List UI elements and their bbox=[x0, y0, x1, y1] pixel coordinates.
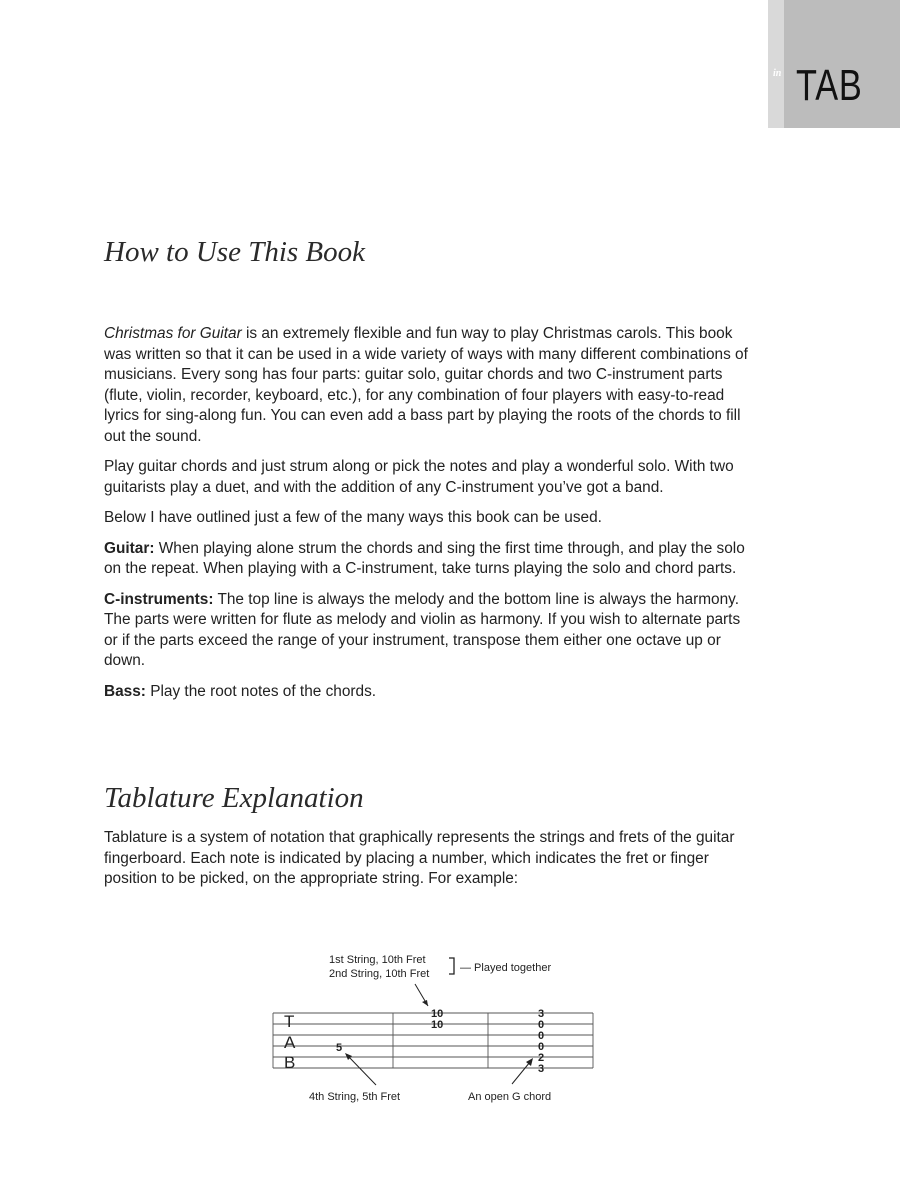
tab-note-2nd-string: 10 bbox=[431, 1019, 444, 1031]
c-instruments-label: C-instruments: bbox=[104, 590, 214, 608]
c-instruments-text: The top line is always the melody and the bottom line is always the harmony. The parts were written for flute as melody and violin as harmony. If you wish to alternate parts or if the parts exceed the range of your instrument, transpose them either one octave up or down. bbox=[104, 590, 741, 669]
callout-played-together: — Played together bbox=[460, 962, 552, 974]
tab-clef-t: T bbox=[284, 1012, 295, 1031]
tab-note-1st-string: 10 bbox=[431, 1008, 444, 1020]
chord-note-4: 0 bbox=[538, 1041, 545, 1053]
c-instruments-paragraph bbox=[104, 590, 756, 672]
arrow-line-2 bbox=[348, 1056, 376, 1085]
guitar-text: When playing alone strum the chords and sing the first time through, and play the solo on the repeat. When playing with a C-instrument, take turns playing the solo and chord parts. bbox=[104, 539, 745, 577]
tab-clef-b: B bbox=[284, 1053, 296, 1072]
book-title-italic: Christmas for Guitar bbox=[104, 325, 242, 342]
arrow-head-2 bbox=[345, 1053, 352, 1060]
bass-paragraph bbox=[104, 682, 756, 703]
tab-note-4th-string: 5 bbox=[336, 1042, 343, 1054]
tab-clef-a: A bbox=[284, 1033, 296, 1052]
intro-paragraph bbox=[104, 324, 756, 447]
header-tab-strip bbox=[768, 0, 784, 128]
chord-note-5: 2 bbox=[538, 1052, 545, 1064]
tablature-body bbox=[104, 828, 756, 900]
tab-staff bbox=[273, 1013, 593, 1068]
guitar-label: Guitar: bbox=[104, 539, 155, 557]
arrow-line-1 bbox=[415, 984, 428, 1006]
chords-paragraph: Play guitar chords and just strum along or pick the notes and play a wonderful solo. With two guitarists play a duet, and with the addition of any C-instrument you’ve got a band. bbox=[104, 458, 734, 496]
arrow-head-3 bbox=[526, 1058, 533, 1066]
header-tab-prefix: in bbox=[773, 68, 782, 79]
label-4th-string: 4th String, 5th Fret bbox=[309, 1091, 401, 1103]
tablature-paragraph: Tablature is a system of notation that graphically represents the strings and frets of the guitar fingerboard. Each note is indicated by placing a number, which indicates the fret or finger position to be picked, on the appropriate string. For example: bbox=[104, 829, 735, 887]
callout-bracket bbox=[449, 958, 454, 974]
chord-note-6: 3 bbox=[538, 1063, 545, 1075]
arrow-line-3 bbox=[512, 1062, 530, 1084]
outline-paragraph: Below I have outlined just a few of the many ways this book can be used. bbox=[104, 509, 602, 526]
guitar-paragraph bbox=[104, 539, 756, 580]
header-tab-label: TAB bbox=[796, 61, 863, 110]
chord-note-2: 0 bbox=[538, 1019, 545, 1031]
how-to-body bbox=[104, 324, 756, 712]
label-open-g-chord: An open G chord bbox=[468, 1091, 552, 1103]
chord-note-1: 3 bbox=[538, 1008, 545, 1020]
chord-note-3: 0 bbox=[538, 1030, 545, 1042]
tablature-title: Tablature Explanation bbox=[104, 782, 364, 814]
callout-line-2: 2nd String, 10th Fret bbox=[329, 968, 430, 980]
bass-text: Play the root notes of the chords. bbox=[145, 682, 377, 700]
bass-label: Bass: bbox=[104, 682, 146, 700]
arrow-head-1 bbox=[422, 1000, 428, 1006]
how-to-title: How to Use This Book bbox=[104, 236, 365, 268]
intro-text: is an extremely flexible and fun way to play Christmas carols. This book was written so that it can be used in a wide variety of ways with many different combinations of musicians. Every song has four parts: guitar solo, guitar chords and two C-instrument parts (flute, violin, recorder, keyboard, etc.), for any combination of four players with easy-to-read lyrics for sing-along fun. You can even add a bass part by playing the roots of the chords to fill out the sound. bbox=[104, 325, 748, 445]
callout-line-1: 1st String, 10th Fret bbox=[329, 954, 426, 966]
